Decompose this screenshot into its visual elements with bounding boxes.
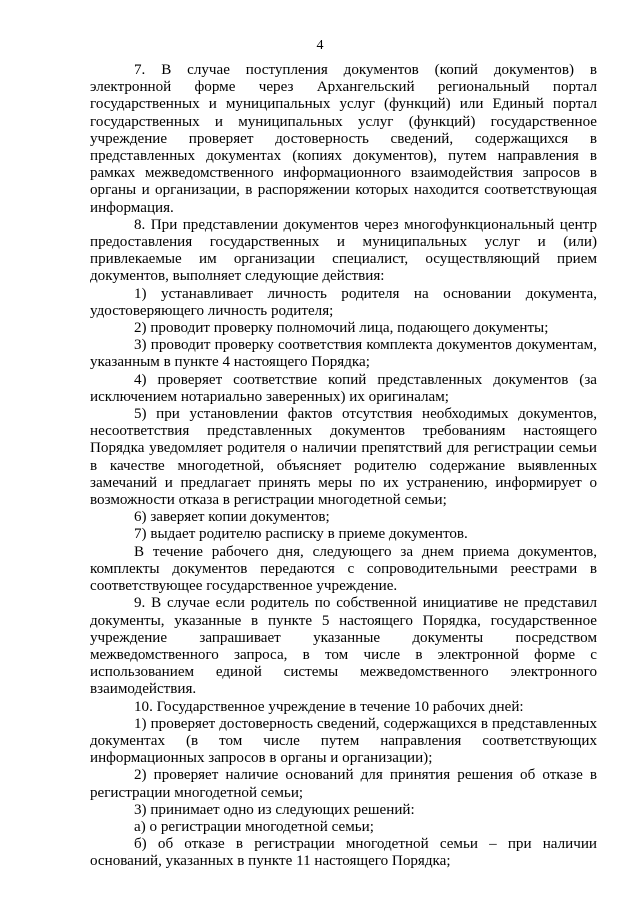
paragraph-8: 8. При представлении документов через многофункциональный центр предоставления государственных и муниципальных услуг и (или) привлекаемые им организации специалист, осуществляющий прием документов, выполняет следующие действия: [90,216,597,285]
document-body [90,62,597,871]
paragraph-7: 7. В случае поступления документов (копий документов) в электронной форме через Архангельский региональный портал государственных и муниципальных услуг (функций) или Единый портал государственных и муниципальных услуг (функций) государственное учреждение проверяет достоверность сведений, содержащихся в представленных документах (копиях документов), путем направления в рамках межведомственного информационного взаимодействия запросов в органы и организации, в распоряжении которых находится соответствующая информация. [90,62,597,216]
paragraph-10-item-1: 1) проверяет достоверность сведений, содержащихся в представленных документах (в том числе путем направления соответствующих информационных запросов в органы и организации); [90,715,597,767]
paragraph-8-transfer: В течение рабочего дня, следующего за днем приема документов, комплекты документов передаются с сопроводительными реестрами в соответствующее государственное учреждение. [90,543,597,595]
paragraph-9: 9. В случае если родитель по собственной инициативе не представил документы, указанные в пункте 5 настоящего Порядка, государственное учреждение запрашивает указанные документы посредством межведомственного запроса, в том числе в электронной форме с использованием единой системы межведомственного электронного взаимодействия. [90,595,597,698]
paragraph-10-item-3b: б) об отказе в регистрации многодетной семьи – при наличии оснований, указанных в пункте 11 настоящего Порядка; [90,836,597,870]
paragraph-8-item-1: 1) устанавливает личность родителя на основании документа, удостоверяющего личность родителя; [90,285,597,319]
paragraph-10-item-2: 2) проверяет наличие оснований для принятия решения об отказе в регистрации многодетной семьи; [90,767,597,801]
paragraph-10-item-3: 3) принимает одно из следующих решений: [134,801,415,818]
paragraph-8-item-6: 6) заверяет копии документов; [134,509,330,526]
page-number: 4 [316,38,324,53]
paragraph-8-item-4: 4) проверяет соответствие копий представленных документов (за исключением нотариально заверенных) их оригиналам; [90,371,597,405]
paragraph-10-item-3a: а) о регистрации многодетной семьи; [134,818,374,835]
paragraph-8-item-3: 3) проводит проверку соответствия комплекта документов документам, указанным в пункте 4 настоящего Порядка; [90,337,597,371]
paragraph-8-item-2: 2) проводит проверку полномочий лица, подающего документы; [134,320,549,337]
paragraph-8-item-5: 5) при установлении фактов отсутствия необходимых документов, несоответствия представленных документов требованиям настоящего Порядка уведомляет родителя о наличии препятствий для регистрации семьи в качестве многодетной, объясняет родителю содержание выявленных замечаний и предлагает принять меры по их устранению, информирует о возможности отказа в регистрации многодетной семьи; [90,406,597,509]
paragraph-8-item-7: 7) выдает родителю расписку в приеме документов. [134,526,468,543]
paragraph-10: 10. Государственное учреждение в течение 10 рабочих дней: [134,698,524,715]
